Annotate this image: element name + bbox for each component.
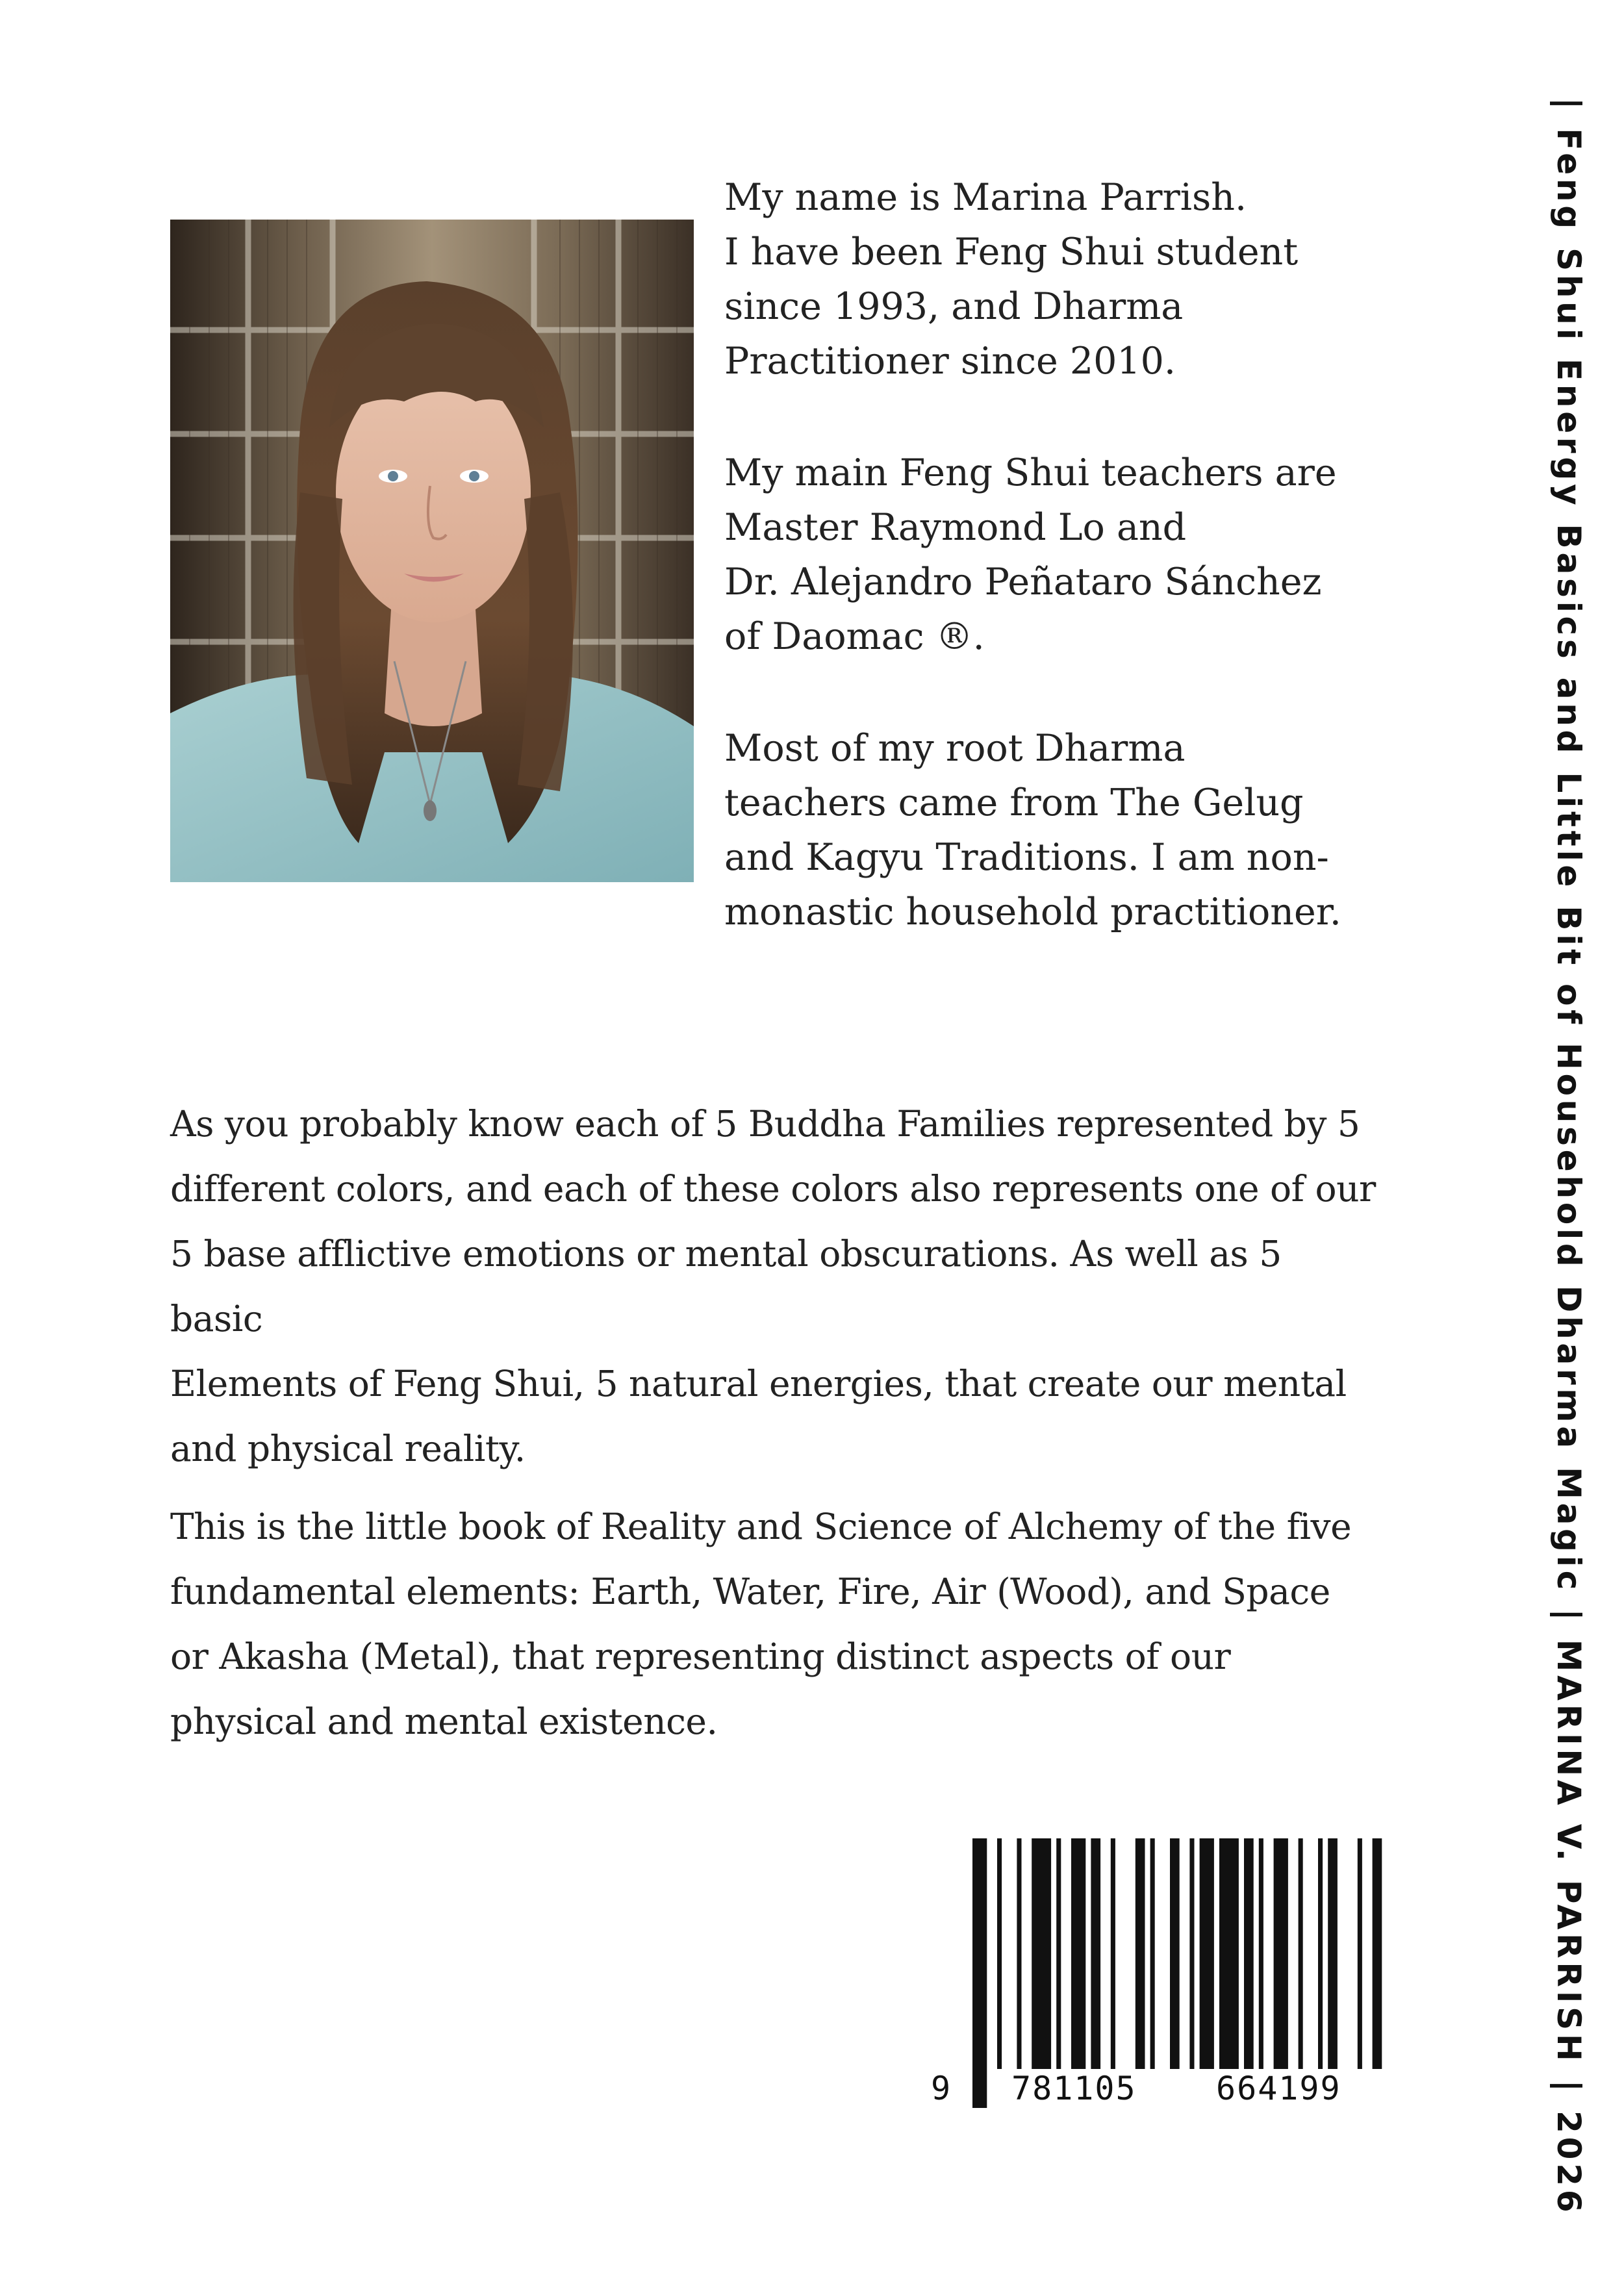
bio-paragraph-intro: My name is Marina Parrish. I have been Feng Shui student since 1993, and Dharma Practitioner since 2010. [724, 176, 1299, 383]
isbn-barcode [913, 1819, 1393, 2118]
barcode-bar [997, 1838, 1002, 2069]
barcode-bar [1318, 1838, 1323, 2069]
barcode-bar [1111, 1838, 1115, 2069]
barcode-bar [1259, 1838, 1263, 2108]
barcode-bar [972, 1838, 987, 2108]
author-portrait-image [170, 220, 694, 882]
barcode-bar [1056, 1838, 1061, 2069]
barcode-bar [1358, 1838, 1362, 2069]
barcode-left-digits: 781105 [1004, 2069, 1145, 2108]
spine [1533, 97, 1605, 2216]
spine-title-text: | Feng Shui Energy Basics and Little Bit of Household Dharma Magic | MARINA V. PARRISH | 2026 [1550, 97, 1588, 2216]
barcode-bar [1032, 1838, 1051, 2069]
barcode-first-digit: 9 [931, 2070, 952, 2107]
barcode-bar [1189, 1838, 1194, 2069]
bio-paragraph-teachers: My main Feng Shui teachers are Master Raymond Lo and Dr. Alejandro Peñataro Sánchez of Daomac ®. [724, 451, 1337, 658]
barcode-bar [1200, 1838, 1214, 2069]
bio-paragraph-traditions: Most of my root Dharma teachers came from The Gelug and Kagyu Traditions. I am non- monastic household practitioner. [724, 727, 1341, 933]
description-paragraph-five-elements: This is the little book of Reality and Science of Alchemy of the five fundamental elements: Earth, Water, Fire, Air (Wood), and Space or Akasha (Metal), that representing distinct aspects of our physical and mental existence. [170, 1506, 1352, 1742]
barcode-bar [1017, 1838, 1021, 2069]
barcode-bar [1091, 1838, 1100, 2069]
barcode-right-digits: 664199 [1208, 2069, 1349, 2108]
barcode-bar [1299, 1838, 1303, 2069]
barcode-bar [1219, 1838, 1239, 2069]
barcode-bar [1244, 1838, 1254, 2069]
barcode-bar [1071, 1838, 1085, 2069]
barcode-bar [1170, 1838, 1180, 2069]
barcode-bar [1328, 1838, 1338, 2069]
author-photo [170, 220, 694, 882]
description-paragraph-buddha-families: As you probably know each of 5 Buddha Families represented by 5 different colors, and each of these colors also represents one of our 5 base afflictive emotions or mental obscurations. As well as 5 basic Elements of Feng Shui, 5 natural energies, that create our mental and physical reality. [170, 1103, 1376, 1469]
barcode-bar [1274, 1838, 1288, 2108]
barcode-bar [1150, 1838, 1155, 2069]
barcode-bar [1373, 1838, 1382, 2069]
barcode-bar [1136, 1838, 1145, 2069]
